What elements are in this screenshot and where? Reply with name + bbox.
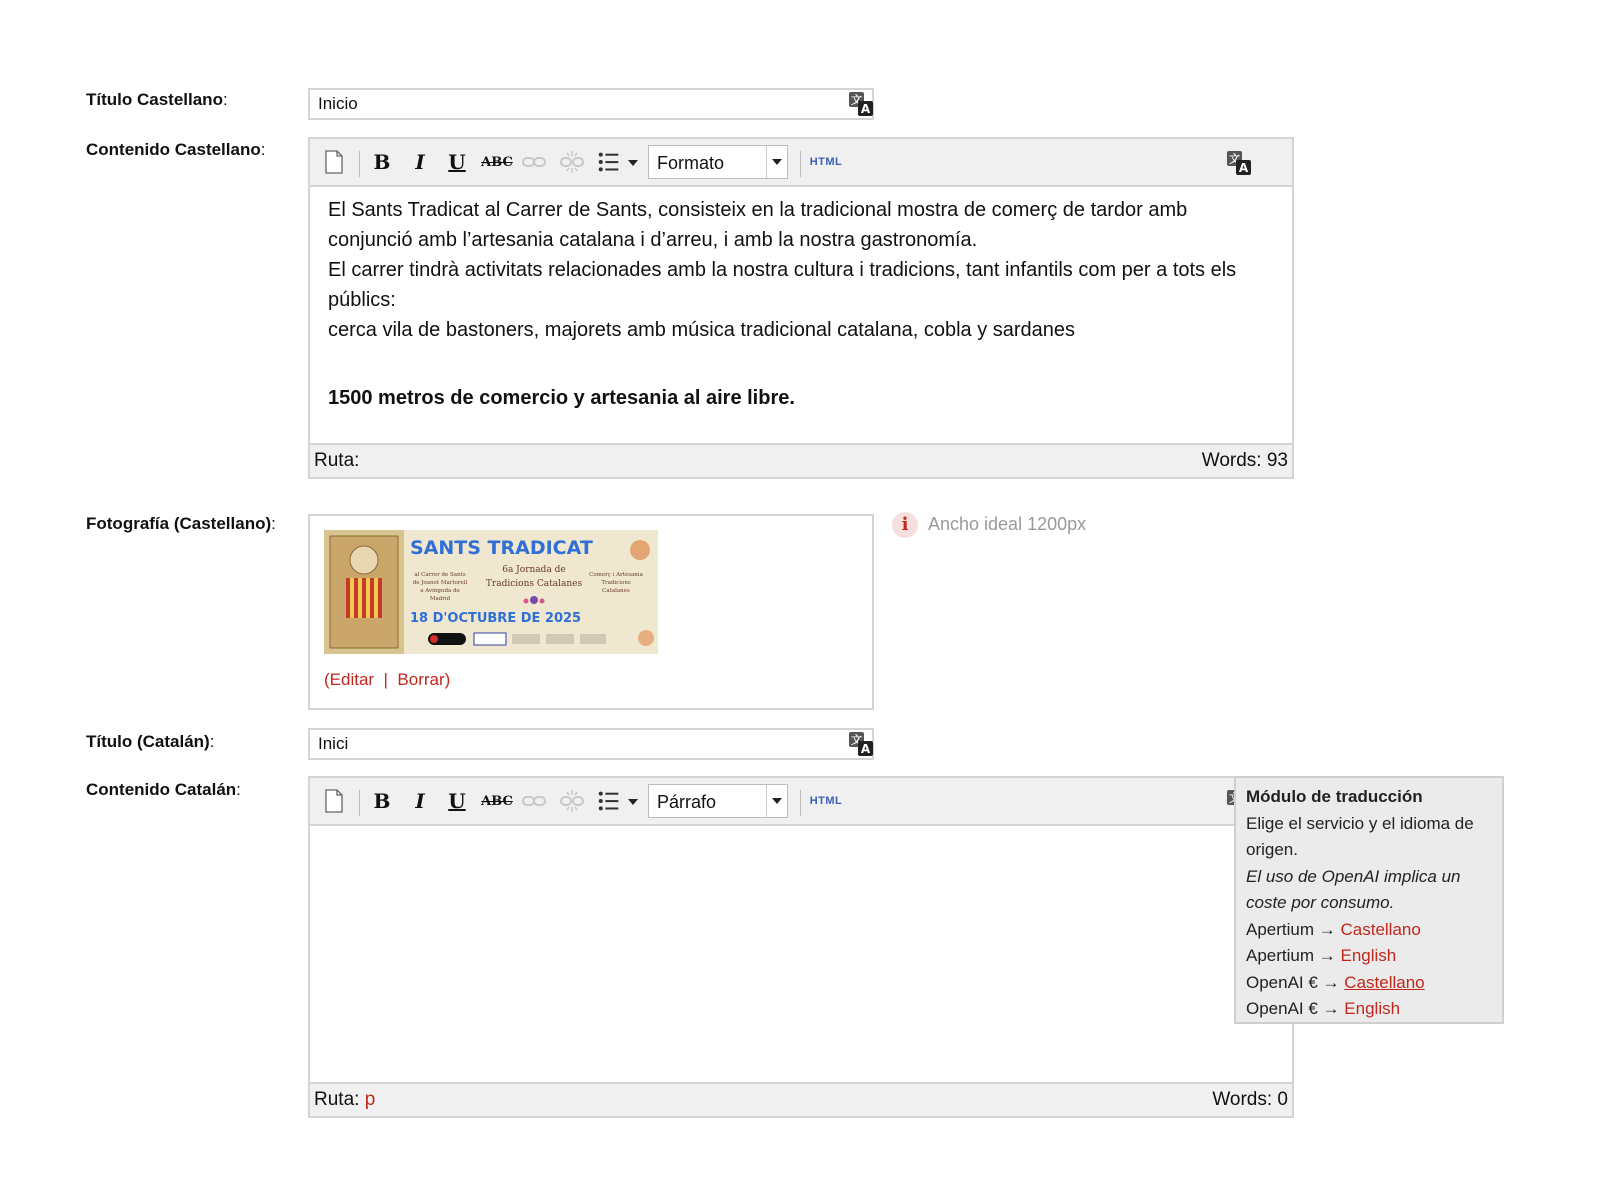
option-service: Apertium → xyxy=(1246,946,1336,965)
contenido-catalan-editor[interactable] xyxy=(308,776,1294,1118)
html-source-button[interactable]: HTML xyxy=(809,156,843,168)
editor-toolbar xyxy=(310,778,1292,826)
strikethrough-icon[interactable]: ABC xyxy=(481,793,513,809)
poster-logo xyxy=(512,634,540,644)
editor-content[interactable] xyxy=(310,187,1292,421)
label-colon: : xyxy=(271,514,276,533)
toolbar-separator xyxy=(800,151,801,177)
content-paragraph: cerca vila de bastoners, majorets amb música tradicional catalana, cobla y sardanes xyxy=(328,319,1076,341)
unlink-icon[interactable] xyxy=(560,789,584,813)
poster-text: al Carrer de Sants xyxy=(414,572,466,578)
poster-figure-head xyxy=(350,546,378,574)
label-text: Fotografía (Castellano) xyxy=(86,514,272,533)
titulo-castellano-input[interactable] xyxy=(310,90,872,118)
poster-shield-stripe xyxy=(358,578,362,618)
toolbar-separator xyxy=(800,790,801,816)
format-select-value: Párrafo xyxy=(657,792,717,812)
content-paragraph: El Sants Tradicat al Carrer de Sants, consisteix en la tradicional mostra de comerç de tardor amb conjunció amb l’artesania catalana i d’arreu, i amb la nostra gastronomía. xyxy=(328,199,1188,251)
label-colon: : xyxy=(260,140,266,159)
poster-date: 18 D'OCTUBRE DE 2025 xyxy=(410,611,582,626)
photo-box xyxy=(308,514,874,710)
label-text: Contenido Catalán xyxy=(86,780,237,799)
editor-statusbar xyxy=(310,1082,1292,1116)
poster-shield-stripe xyxy=(374,578,378,618)
translate-icon[interactable] xyxy=(848,731,874,757)
label-colon: : xyxy=(236,780,241,799)
link-icon[interactable] xyxy=(522,155,546,169)
poster-flower xyxy=(638,630,654,646)
status-path xyxy=(314,1089,375,1111)
content-paragraph: El carrer tindrà activitats relacionades amb la nostra cultura i tradicions, tant infantils com per a tots els públics: xyxy=(328,259,1237,311)
translate-icon[interactable] xyxy=(1226,150,1252,176)
poster-text: de Joanot Martorell xyxy=(412,580,468,586)
html-source-button[interactable]: HTML xyxy=(809,795,843,807)
popup-cost-note: El uso de OpenAI implica un coste por consumo. xyxy=(1246,866,1461,912)
format-select[interactable] xyxy=(648,784,788,818)
fotografia-label xyxy=(86,514,276,534)
poster-ornament xyxy=(530,596,538,604)
titulo-catalan-field[interactable] xyxy=(308,728,874,760)
option-service: Apertium → xyxy=(1246,919,1336,939)
toolbar-separator xyxy=(359,790,360,816)
chevron-down-icon[interactable] xyxy=(766,146,787,178)
poster-logo-mark xyxy=(430,635,438,643)
option-language-link[interactable]: Castellano xyxy=(1344,972,1425,992)
poster-title: SANTS TRADICAT xyxy=(410,537,593,559)
translation-option-openai-castellano xyxy=(1246,970,1492,997)
delete-photo-link[interactable]: Borrar) xyxy=(397,670,451,689)
empty-paragraph xyxy=(328,345,1274,383)
poster-logo xyxy=(580,634,606,644)
poster-thumbnail[interactable] xyxy=(324,530,658,654)
dropdown-arrow-icon[interactable] xyxy=(628,799,638,805)
status-path xyxy=(314,450,359,472)
bullet-list-icon[interactable] xyxy=(598,789,622,813)
underline-icon[interactable]: U xyxy=(448,789,466,813)
editor-toolbar xyxy=(310,139,1292,187)
label-text: Título (Catalán) xyxy=(86,732,210,751)
label-text: Contenido Castellano xyxy=(86,140,261,159)
poster-shield-stripe xyxy=(350,578,354,618)
poster-text: Comerç i Artesania xyxy=(589,572,643,578)
new-document-icon[interactable] xyxy=(324,789,344,813)
poster-logo xyxy=(546,634,574,644)
dropdown-arrow-icon[interactable] xyxy=(628,160,638,166)
word-count: Words: 0 xyxy=(1212,1089,1288,1110)
titulo-castellano-label xyxy=(86,90,228,110)
translation-option-apertium-castellano xyxy=(1246,917,1492,944)
translate-icon[interactable] xyxy=(848,91,874,117)
link-icon[interactable] xyxy=(522,794,546,808)
popup-description: Elige el servicio y el idioma de origen. xyxy=(1246,813,1474,859)
photo-actions xyxy=(324,670,450,690)
chevron-down-icon[interactable] xyxy=(766,785,787,817)
poster-logo xyxy=(474,633,506,645)
label-text: Título Castellano xyxy=(86,90,223,109)
italic-icon[interactable]: I xyxy=(415,150,425,174)
popup-title: Módulo de traducción xyxy=(1246,787,1423,806)
translation-module-popup xyxy=(1234,776,1504,1024)
contenido-castellano-label xyxy=(86,140,265,160)
strikethrough-icon[interactable]: ABC xyxy=(481,154,513,170)
poster-text: Madrid xyxy=(429,596,451,602)
poster-text: 6a Jornada de xyxy=(502,565,566,575)
bold-icon[interactable]: B xyxy=(373,150,391,174)
translation-option-apertium-english xyxy=(1246,943,1492,970)
option-service: OpenAI € → xyxy=(1246,972,1340,992)
option-service: OpenAI € → xyxy=(1246,999,1340,1018)
link-separator: | xyxy=(383,670,388,689)
info-icon: i xyxy=(892,512,918,538)
unlink-icon[interactable] xyxy=(560,150,584,174)
option-language-link[interactable]: English xyxy=(1344,999,1401,1018)
poster-ornament xyxy=(540,599,545,604)
status-path-label: Ruta: xyxy=(314,450,360,471)
bullet-list-icon[interactable] xyxy=(598,150,622,174)
label-colon: : xyxy=(222,90,228,109)
editor-content[interactable] xyxy=(310,826,1292,842)
label-colon: : xyxy=(209,732,215,751)
poster-flower xyxy=(630,540,650,560)
poster-text: Catalanes xyxy=(602,588,630,594)
titulo-castellano-field[interactable] xyxy=(308,88,874,120)
titulo-catalan-label xyxy=(86,732,214,752)
poster-text: a Avinguda de xyxy=(420,588,460,594)
toolbar-separator xyxy=(359,151,360,177)
status-path-value[interactable]: p xyxy=(364,1089,376,1110)
edit-photo-link[interactable]: (Editar xyxy=(324,670,375,689)
word-count: Words: 93 xyxy=(1201,450,1288,471)
status-path-label: Ruta: xyxy=(314,1089,360,1110)
poster-shield-stripe xyxy=(366,578,370,618)
translation-option-openai-english xyxy=(1246,996,1492,1023)
contenido-catalan-label xyxy=(86,780,241,800)
contenido-castellano-editor[interactable] xyxy=(308,137,1294,479)
titulo-catalan-input[interactable] xyxy=(310,730,872,758)
bold-icon[interactable]: B xyxy=(373,789,391,813)
editor-statusbar xyxy=(310,443,1292,477)
option-language-link[interactable]: English xyxy=(1340,946,1397,965)
poster-text: Tradicions Catalanes xyxy=(485,579,583,589)
format-select[interactable] xyxy=(648,145,788,179)
underline-icon[interactable]: U xyxy=(448,150,466,174)
option-language-link[interactable]: Castellano xyxy=(1340,919,1421,939)
info-text: Ancho ideal 1200px xyxy=(928,514,1087,534)
format-select-value: Formato xyxy=(657,153,725,173)
poster-text: Tradicions xyxy=(601,580,631,586)
poster-ornament xyxy=(524,599,529,604)
italic-icon[interactable]: I xyxy=(415,789,425,813)
content-bold-line: 1500 metros de comercio y artesania al aire libre. xyxy=(328,387,795,409)
new-document-icon[interactable] xyxy=(324,150,344,174)
